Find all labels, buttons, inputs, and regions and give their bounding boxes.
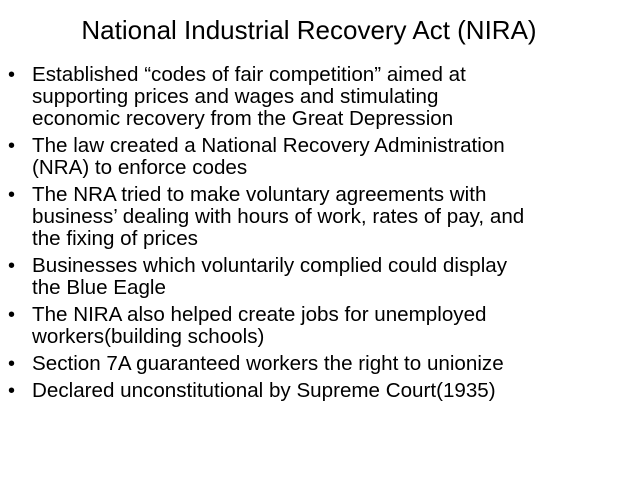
bullet-icon: • <box>8 135 16 157</box>
bullet-line: The law created a National Recovery Administration <box>32 134 505 157</box>
slide-title <box>0 14 638 46</box>
bullet-line: Businesses which voluntarily complied could display <box>32 254 508 277</box>
bullet-item <box>8 64 633 130</box>
bullet-line: the fixing of prices <box>32 227 198 250</box>
bullet-item <box>8 184 633 250</box>
bullet-line: (NRA) to enforce codes <box>32 156 248 179</box>
bullet-line: business’ dealing with hours of work, rates of pay, and <box>32 205 525 228</box>
slide-title-text: National Industrial Recovery Act (NIRA) <box>81 15 537 45</box>
bullet-item <box>8 304 633 348</box>
bullet-line: The NRA tried to make voluntary agreements with <box>32 183 487 206</box>
bullet-line: Declared unconstitutional by Supreme Court(1935) <box>32 379 496 402</box>
bullet-line: The NIRA also helped create jobs for unemployed <box>32 303 487 326</box>
bullet-icon: • <box>8 255 16 277</box>
bullet-list <box>8 64 633 407</box>
bullet-line: workers(building schools) <box>32 325 265 348</box>
bullet-icon: • <box>8 184 16 206</box>
bullet-item <box>8 135 633 179</box>
bullet-icon: • <box>8 380 16 402</box>
bullet-item <box>8 353 633 375</box>
bullet-item <box>8 255 633 299</box>
bullet-icon: • <box>8 353 16 375</box>
bullet-item <box>8 380 633 402</box>
bullet-icon: • <box>8 64 16 86</box>
bullet-icon: • <box>8 304 16 326</box>
bullet-line: supporting prices and wages and stimulating <box>32 85 439 108</box>
bullet-line: Section 7A guaranteed workers the right to unionize <box>32 352 504 375</box>
bullet-line: the Blue Eagle <box>32 276 166 299</box>
bullet-line: economic recovery from the Great Depression <box>32 107 454 130</box>
bullet-line: Established “codes of fair competition” aimed at <box>32 63 466 86</box>
